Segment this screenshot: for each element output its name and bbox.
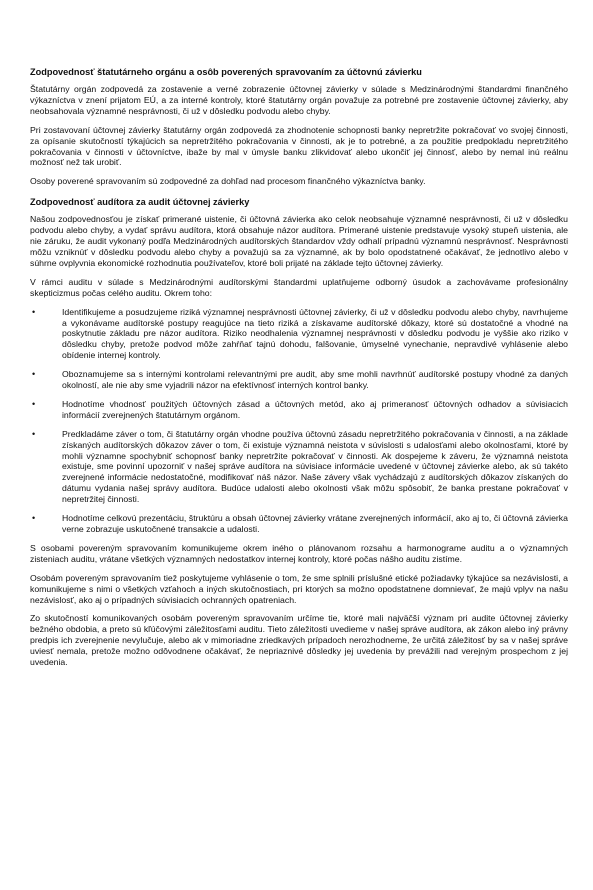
list-item-text: Hodnotíme celkovú prezentáciu, štruktúru a obsah účtovnej závierky vrátane zverejnených informácií, ako aj to, či účtovná závierka verne zobrazuje uskutočnené transakcie a udalosti.	[62, 513, 568, 534]
paragraph: Zo skutočností komunikovaných osobám povereným spravovaním určíme tie, ktoré mali najväčší význam pri audite účtovnej závierky bežného obdobia, a preto sú kľúčovými záležitosťami auditu. Tieto záležitosti uvedieme v našej správe audítora, ak zákon alebo iný právny predpis ich zverejnenie nevylučuje, alebo ak v mimoriadne zriedkavých prípadoch nerozhodneme, že určitá záležitosť by sa v našej správe uviesť nemala, pretože možno odôvodnene očakávať, že nepriaznivé dôsledky jej uvedenia by prevážili nad verejným prospechom z jej uvedenia.	[30, 613, 568, 668]
bullet-icon: •	[32, 369, 36, 380]
list-item	[30, 429, 568, 505]
paragraph: S osobami povereným spravovaním komunikujeme okrem iného o plánovanom rozsahu a harmonograme auditu a o významných zisteniach auditu, vrátane všetkých významných nedostatkov internej kontroly, ktoré počas nášho auditu zistíme.	[30, 542, 568, 564]
bullet-icon: •	[32, 428, 36, 439]
bullet-icon: •	[32, 513, 36, 524]
list-item-text: Identifikujeme a posudzujeme riziká významnej nesprávnosti účtovnej závierky, či už v dôsledku podvodu alebo chyby, navrhujeme a vykonávame audítorské postupy reagujúce na tieto riziká a získavame audítorské dôkazy, ktoré sú dostatočné a vhodné na poskytnutie základu pre názor audítora. Riziko neodhalenia významnej nesprávnosti v dôsledku podvodu je vyššie ako riziko v dôsledku chyby, pretože podvod môže zahŕňať tajnú dohodu, falšovanie, úmyselné vynechanie, nepravdivé vyhlásenie alebo obídenie internej kontroly.	[62, 306, 568, 361]
paragraph: Pri zostavovaní účtovnej závierky štatutárny orgán zodpovedá za zhodnotenie schopnosti banky nepretržite pokračovať vo svojej činnosti, za opísanie skutočností týkajúcich sa nepretržitého pokračovania v činnosti, ak je to potrebné, a za použitie predpokladu nepretržitého pokračovania v činnosti v účtovníctve, ibaže by mal v úmysle banku zlikvidovať alebo ukončiť jej činnosť, alebo by nemal inú reálnu možnosť než tak urobiť.	[30, 124, 568, 168]
list-item-text: Hodnotíme vhodnosť použitých účtovných zásad a účtovných metód, ako aj primeranosť účtovných odhadov a súvisiacich informácií zverejnených štatutárnym orgánom.	[62, 398, 568, 420]
paragraph: Našou zodpovednosťou je získať primerané uistenie, či účtovná závierka ako celok neobsahuje významné nesprávnosti, či už v dôsledku podvodu alebo chyby, a vydať správu audítora, ktorá obsahuje názor audítora. Primerané uistenie predstavuje vysoký stupeň uistenia, ale nie záruku, že audit vykonaný podľa Medzinárodných audítorských štandardov vždy odhalí prípadnú významnú nesprávnosť. Nesprávnosti môžu vzniknúť v dôsledku podvodu alebo chyby a považujú sa za významné, ak by bolo opodstatnené očakávať, že jednotlivo alebo v súhrne ovplyvnia ekonomické rozhodnutia používateľov, ktoré boli prijaté na základe tejto účtovnej závierky.	[30, 214, 568, 268]
paragraph: Osobám povereným spravovaním tiež poskytujeme vyhlásenie o tom, že sme splnili príslušné etické požiadavky týkajúce sa nezávislosti, a komunikujeme s nimi o všetkých vzťahoch a iných skutočnostiach, pri ktorých sa možno opodstatnene domnievať, že majú vplyv na našu nezávislosť, ako aj o prípadných súvisiacich ochranných opatreniach.	[30, 572, 568, 605]
paragraph: V rámci auditu v súlade s Medzinárodnými audítorskými štandardmi uplatňujeme odborný úsudok a zachovávame profesionálny skepticizmus počas celého auditu. Okrem toho:	[30, 276, 568, 298]
section-heading-auditor-responsibility: Zodpovednosť audítora za audit účtovnej závierky	[30, 197, 250, 208]
audit-procedures-list	[30, 307, 568, 535]
list-item-text: Oboznamujeme sa s internými kontrolami relevantnými pre audit, aby sme mohli navrhnúť audítorské postupy vhodné za daných okolností, ale nie aby sme vyjadrili názor na efektívnosť interných kontrol banky.	[62, 369, 568, 391]
list-item	[30, 369, 568, 391]
bullet-icon: •	[32, 398, 36, 409]
list-item	[30, 513, 568, 535]
section-heading-management-responsibility: Zodpovednosť štatutárneho orgánu a osôb poverených spravovaním za účtovnú závierku	[30, 67, 422, 77]
list-item	[30, 399, 568, 421]
list-item	[30, 307, 568, 362]
list-item-text: Predkladáme záver o tom, či štatutárny orgán vhodne používa účtovnú zásadu nepretržitého pokračovania v činnosti, a na základe získaných audítorských dôkazov záver o tom, či existuje významná neistota v súvislosti s udalosťami alebo okolnosťami, ktoré by mohli významne spochybniť schopnosť banky nepretržite pokračovať v činnosti. Ak dospejeme k záveru, že významná neistota existuje, sme povinní upozorniť v našej správe audítora na súvisiace informácie uvedené v účtovnej závierke alebo, ak sú takéto zverejnené informácie nedostatočné, modifikovať náš názor. Naše závery však vychádzajú z audítorských dôkazov získaných do dátumu vydania našej správy audítora. Budúce udalosti alebo okolnosti však môžu spôsobiť, že banka prestane pokračovať v nepretržitej činnosti.	[62, 428, 568, 505]
paragraph: Osoby poverené spravovaním sú zodpovedné za dohľad nad procesom finančného výkazníctva banky.	[30, 176, 426, 187]
document-body	[30, 67, 568, 676]
bullet-icon: •	[32, 306, 36, 317]
paragraph: Štatutárny orgán zodpovedá za zostavenie a verné zobrazenie účtovnej závierky v súlade s Medzinárodnými štandardmi finančného výkazníctva v znení prijatom EÚ, a za interné kontroly, ktoré štatutárny orgán považuje za potrebné pre zostavenie účtovnej závierky, aby neobsahovala významné nesprávnosti, či už v dôsledku podvodu alebo chyby.	[30, 84, 568, 116]
